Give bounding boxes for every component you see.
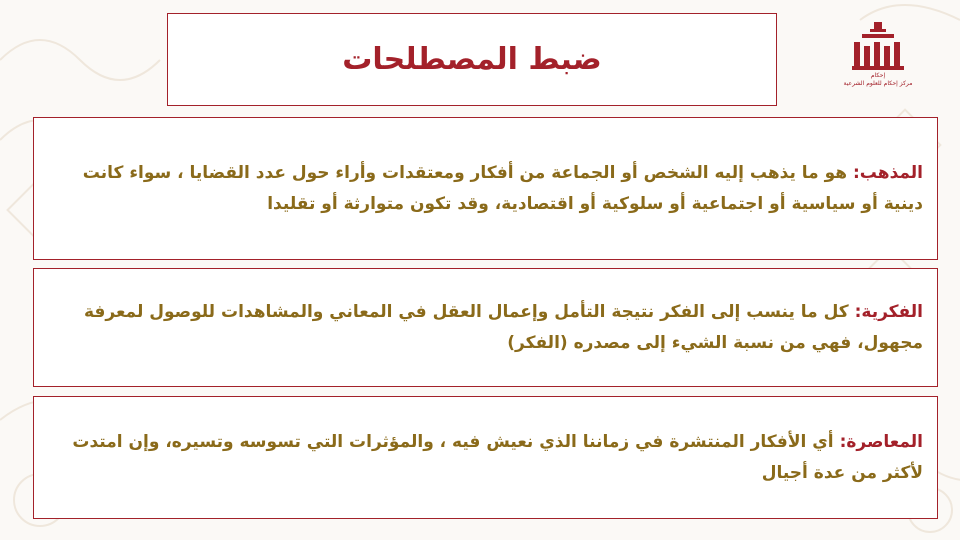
term-definition: كل ما ينسب إلى الفكر نتيجة التأمل وإعمال العقل في المعاني والمشاهدات للوصول لمعرفة مجهول، فهي من نسبة الشيء إلى مصدره (الفكر) [83,301,923,353]
term-paragraph [48,158,923,220]
page-title: ضبط المصطلحات [342,42,602,77]
logo [843,20,913,100]
term-box-fikriya [33,268,938,387]
logo-name: إحكام [870,72,886,79]
term-label: الفكرية: [854,301,923,322]
term-label: المذهب: [852,162,923,183]
term-label: المعاصرة: [839,431,923,452]
term-definition: أي الأفكار المنتشرة في زماننا الذي نعيش فيه ، والمؤثرات التي تسوسه وتسيره، وإن امتدت لأكثر من عدة أجيال [72,431,923,483]
title-box [167,13,777,106]
term-paragraph [48,427,923,489]
term-box-madhhab [33,117,938,260]
term-box-muasara [33,396,938,519]
logo-subtitle: مركز إحكام للعلوم الشرعية [843,80,913,87]
term-definition: هو ما يذهب إليه الشخص أو الجماعة من أفكار ومعتقدات وأراء حول عدد القضايا ، سواء كانت دينية أو سياسية أو اجتماعية أو سلوكية أو اقتصادية، وقد تكون متوارثة أو تقليدا [82,162,923,214]
mosque-logo-icon [848,20,908,72]
term-paragraph [48,297,923,359]
